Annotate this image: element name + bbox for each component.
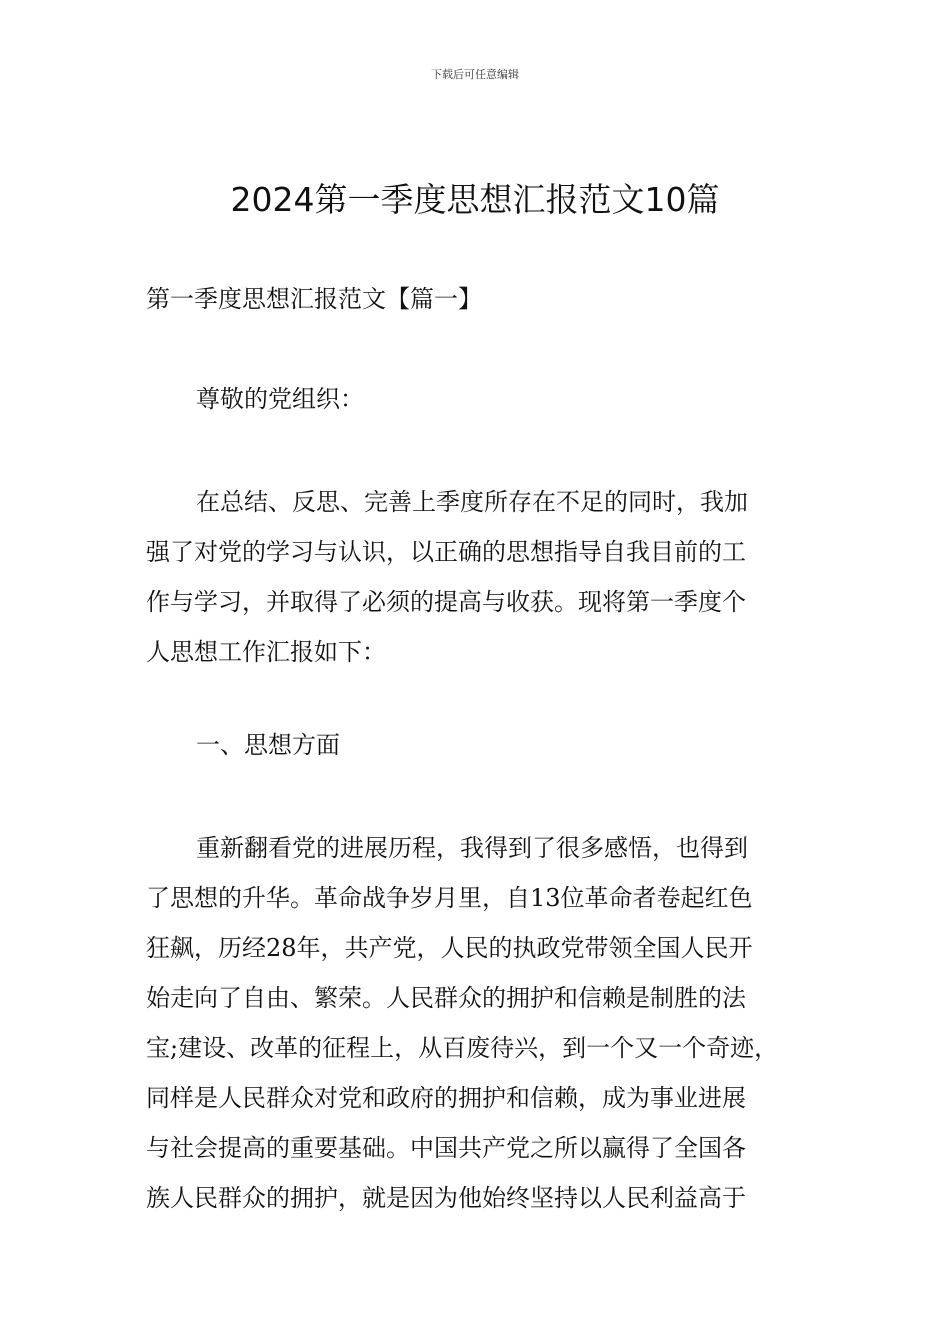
paragraph-line: 强了对党的学习与认识，以正确的思想指导自我目前的工 (146, 538, 746, 566)
salutation: 尊敬的党组织： (196, 385, 364, 413)
paragraph-line: 狂飙，历经28年，共产党，人民的执政党带领全国人民开 (146, 934, 753, 962)
paragraph-line: 族人民群众的拥护，就是因为他始终坚持以人民利益高于 (146, 1184, 746, 1212)
paragraph-line: 重新翻看党的进展历程，我得到了很多感悟，也得到 (196, 834, 748, 862)
paragraph-1 (146, 477, 826, 677)
subheading-thought: 一、思想方面 (196, 731, 340, 759)
paragraph-line: 作与学习，并取得了必须的提高与收获。现将第一季度个 (146, 588, 746, 616)
paragraph-line: 与社会提高的重要基础。中国共产党之所以赢得了全国各 (146, 1134, 746, 1162)
paragraph-line: 宝;建设、改革的征程上，从百废待兴，到一个又一个奇迹， (146, 1034, 779, 1062)
paragraph-line: 人思想工作汇报如下： (146, 638, 386, 666)
document-title: 2024第一季度思想汇报范文10篇 (230, 180, 720, 219)
section-heading: 第一季度思想汇报范文【篇一】 (146, 285, 482, 313)
paragraph-line: 了思想的升华。革命战争岁月里，自13位革命者卷起红色 (146, 884, 753, 912)
paragraph-line: 在总结、反思、完善上季度所存在不足的同时，我加 (196, 488, 748, 516)
paragraph-line: 同样是人民群众对党和政府的拥护和信赖，成为事业进展 (146, 1084, 746, 1112)
paragraph-2 (146, 823, 826, 1223)
paragraph-line: 始走向了自由、繁荣。人民群众的拥护和信赖是制胜的法 (146, 984, 746, 1012)
header-note: 下载后可任意编辑 (431, 68, 519, 81)
